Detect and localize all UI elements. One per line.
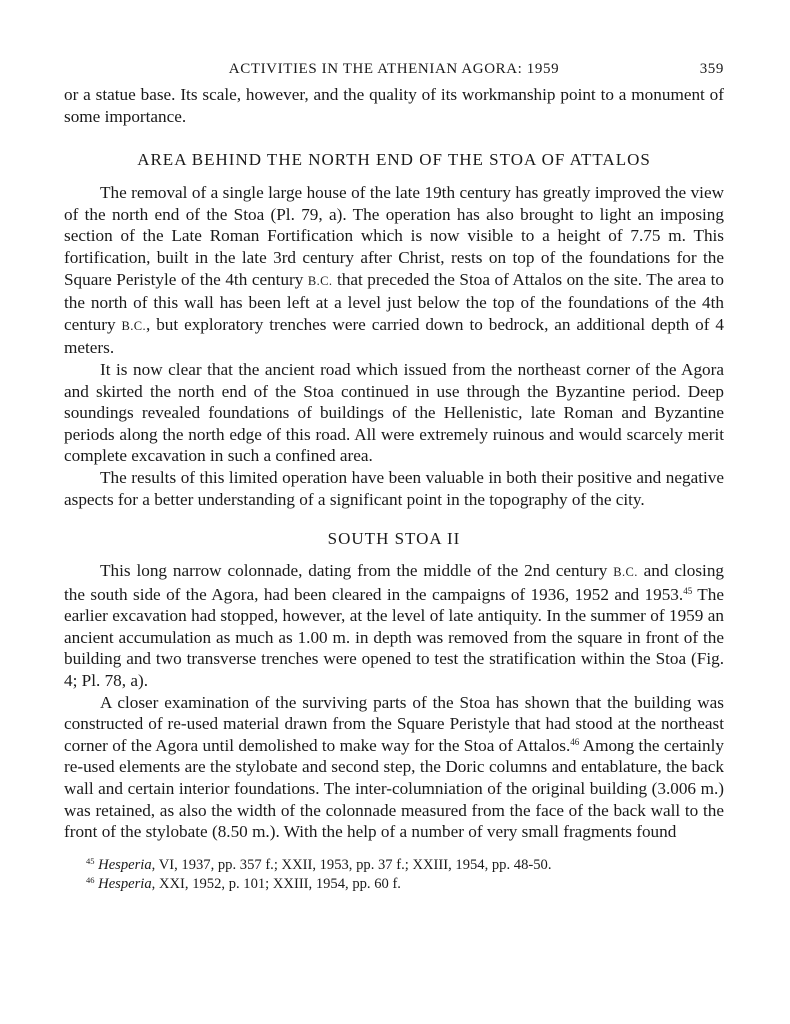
section-heading-south-stoa-ii: SOUTH STOA II bbox=[327, 529, 461, 549]
text-segment: Among the certainly re-used elements are the stylobate and second step, the Doric columns and entablature, the back wall and certain interior foundations. The inter-columniation of the original building (3.006 m.) was retained, as also the width of the colonnade measured from the face of the back wall to the front of the stylobate (8.50 m.). With the help of a number of very small fragments found bbox=[64, 735, 724, 842]
paragraph-removal-of-house bbox=[64, 182, 724, 359]
footnote-46 bbox=[86, 875, 724, 894]
text-segment: , but exploratory trenches were carried down to bedrock, an additional depth of 4 meters. bbox=[64, 314, 725, 358]
paragraph-closer-examination bbox=[64, 692, 724, 843]
bc-abbreviation: B.C. bbox=[121, 318, 146, 333]
text-segment: The results of this limited operation have been valuable in both their positive and negative aspects for a better understanding of a significant point in the topography of the city. bbox=[64, 467, 724, 509]
paragraph-results bbox=[64, 467, 724, 510]
text-segment: The earlier excavation had stopped, however, at the level of late antiquity. In the summer of 1959 an ancient accumulation as much as 1.00 m. in depth was removed from the square in front of the building and two transverse trenches were opened to test the stratification within the Stoa (Fig. 4; Pl. 78, a). bbox=[64, 584, 724, 691]
bc-abbreviation: B.C. bbox=[613, 565, 638, 580]
paragraph-ancient-road bbox=[64, 359, 724, 467]
footnote-number: 46 bbox=[86, 874, 95, 885]
text-segment: A closer examination of the surviving parts of the Stoa has shown that the building was constructed of re-used material drawn from the Square Peristyle that had stood at the northeast corner of the Agora until demolished to make way for the Stoa of Attalos. bbox=[64, 692, 724, 755]
journal-title: Hesperia bbox=[98, 875, 152, 892]
footnote-ref-45[interactable]: 45 bbox=[683, 585, 693, 596]
footnote-text: , XXI, 1952, p. 101; XXIII, 1954, pp. 60 f. bbox=[151, 875, 401, 892]
running-title: ACTIVITIES IN THE ATHENIAN AGORA: 1959 bbox=[228, 61, 560, 77]
text-segment: This long narrow colonnade, dating from the middle of the 2nd century bbox=[100, 561, 608, 581]
bc-abbreviation: B.C. bbox=[307, 273, 333, 288]
intro-text: or a statue base. Its scale, however, and the quality of its workmanship point to a monument of some importance. bbox=[64, 85, 724, 126]
section-heading-area-behind-stoa: AREA BEHIND THE NORTH END OF THE STOA OF ATTALOS bbox=[137, 150, 651, 170]
running-head bbox=[64, 58, 724, 84]
text-segment: The removal of a single large house of the late 19th century has greatly improved the view of the north end of the Stoa (Pl. 79, a). The operation has also brought to light an imposing section of the Late Roman Fortification which is now visible to a height of 7.75 m. This fortification, built in the late 3rd century after Christ, rests on top of the foundations for the Square Peristyle of the 4th century bbox=[64, 183, 724, 289]
footnotes bbox=[86, 856, 724, 894]
text-segment: that preceded the Stoa of Attalos on the site. The area to the north of this wall has been left at a level just below the top of the foundations of the 4th century bbox=[64, 269, 725, 334]
footnote-text: , VI, 1937, pp. 357 f.; XXII, 1953, pp. 37 f.; XXIII, 1954, pp. 48-50. bbox=[151, 856, 552, 873]
page bbox=[64, 58, 724, 894]
paragraph-long-narrow-colonnade bbox=[64, 560, 724, 692]
text-segment: It is now clear that the ancient road which issued from the northeast corner of the Agora and skirted the north end of the Stoa continued in use through the Byzantine period. Deep soundings revealed foundations of buildings of the Hellenistic, late Roman and Byzantine periods along the north edge of this road. All were extremely ruinous and would scarcely merit complete excavation in such a confined area. bbox=[64, 359, 724, 466]
footnote-ref-46[interactable]: 46 bbox=[570, 736, 580, 747]
footnote-number: 45 bbox=[86, 855, 95, 866]
journal-title: Hesperia bbox=[98, 856, 152, 873]
page-number: 359 bbox=[699, 61, 724, 77]
text-segment: and closing the south side of the Agora, had been cleared in the campaigns of 1936, 1952 and 1953. bbox=[64, 561, 725, 604]
intro-paragraph bbox=[64, 84, 724, 127]
footnote-45 bbox=[86, 856, 724, 875]
